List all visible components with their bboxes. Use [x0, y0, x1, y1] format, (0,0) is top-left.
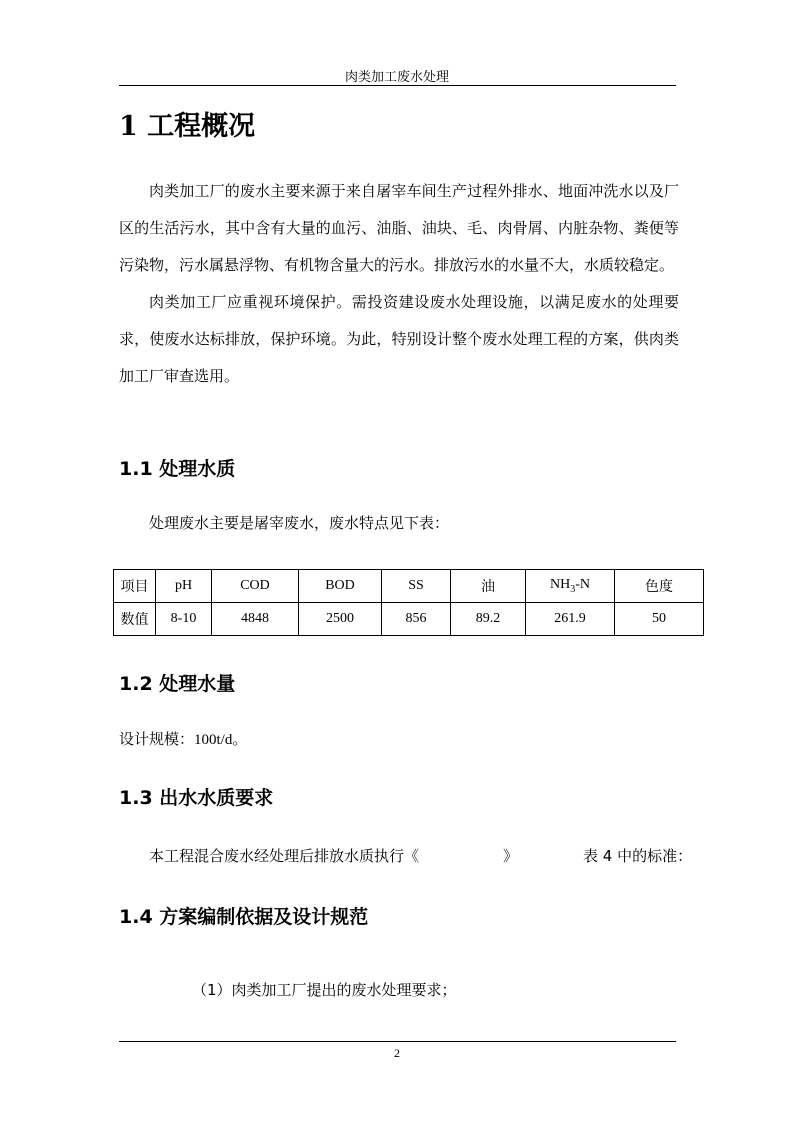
section-1-2-heading: 1.2 处理水量: [119, 673, 236, 695]
section-1-3-heading: 1.3 出水水质要求: [119, 787, 274, 809]
discharge-text-after: 表 4 中的标准：: [583, 847, 693, 865]
section-1-4-heading: 1.4 方案编制依据及设计规范: [119, 906, 369, 928]
page-header-title: 肉类加工废水处理: [344, 70, 449, 85]
footer-rule: [119, 1041, 676, 1042]
table-header-cell: COD: [212, 570, 299, 603]
table-header-cell: 色度: [615, 570, 704, 603]
section-1-paragraph-1: 肉类加工厂的废水主要来源于来自屠宰车间生产过程外排水、地面冲洗水以及厂区的生活污水，其中含有大量的血污、油脂、油块、毛、肉骨屑、内脏杂物、粪便等污染物，污水属悬浮物、有机物含量大的污水。排放污水的水量不大，水质较稳定。: [119, 182, 679, 274]
table-header-cell: SS: [382, 570, 451, 603]
table-cell: 2500: [299, 603, 382, 636]
design-scale-value: 100t/d: [194, 732, 233, 748]
table-header-cell-nh3n: [526, 570, 615, 603]
water-quality-table: [113, 569, 704, 636]
table-header-cell: BOD: [299, 570, 382, 603]
table-cell: 8-10: [156, 603, 212, 636]
discharge-text-before: 本工程混合废水经处理后排放水质执行《: [149, 847, 420, 865]
table-cell: 50: [615, 603, 704, 636]
section-1-heading: 1 工程概况: [119, 111, 256, 142]
table-cell: 数值: [114, 603, 156, 636]
section-1-4-item-1: （1）肉类加工厂提出的废水处理要求；: [192, 981, 457, 999]
design-scale-label: 设计规模：: [119, 730, 195, 748]
section-1-1-intro: 处理废水主要是屠宰废水，废水特点见下表：: [149, 514, 450, 532]
n-suffix: -N: [575, 577, 590, 593]
table-header-cell: pH: [156, 570, 212, 603]
header-rule: [119, 85, 676, 86]
nh-text: NH: [549, 577, 571, 593]
section-1-paragraph-2: 肉类加工厂应重视环境保护。需投资建设废水处理设施，以满足废水的处理要求，使废水达标排放，保护环境。为此，特别设计整个废水处理工程的方案，供肉类加工厂审查选用。: [119, 293, 679, 385]
section-1-1-heading: 1.1 处理水质: [119, 458, 236, 480]
table-cell: 89.2: [451, 603, 526, 636]
section-1-paragraphs: [119, 173, 679, 395]
design-scale-line: [119, 728, 247, 749]
table-header-cell: 油: [451, 570, 526, 603]
subscript-3: 3: [570, 583, 576, 595]
table-cell: 261.9: [526, 603, 615, 636]
table-header-row: [114, 570, 704, 603]
table-header-cell: 项目: [114, 570, 156, 603]
page-number: 2: [394, 1046, 400, 1060]
design-scale-end: 。: [232, 730, 248, 748]
discharge-bracket-close: 》: [503, 847, 519, 865]
table-cell: 856: [382, 603, 451, 636]
table-cell: 4848: [212, 603, 299, 636]
table-row: [114, 603, 704, 636]
